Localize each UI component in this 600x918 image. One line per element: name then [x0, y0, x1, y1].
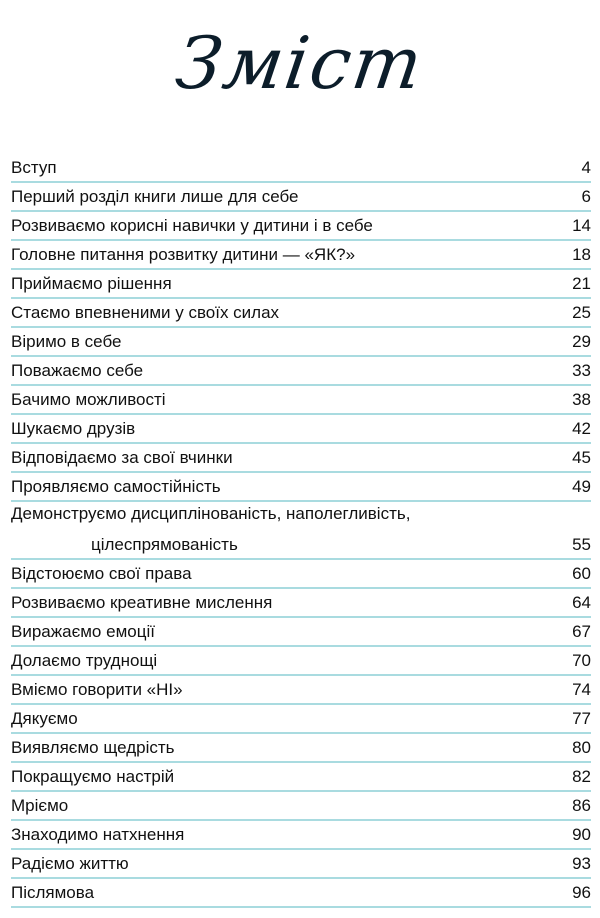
toc-entry-page: 29: [568, 332, 591, 352]
toc-entry[interactable]: [11, 647, 591, 676]
toc-entry-page: 18: [568, 245, 591, 265]
toc-entry-title: Вступ: [11, 158, 61, 178]
toc-entry-page: 4: [578, 158, 591, 178]
toc-entry-page: 55: [568, 535, 591, 555]
toc-entry[interactable]: [11, 676, 591, 705]
toc-entry-page: 86: [568, 796, 591, 816]
toc-entry[interactable]: [11, 502, 591, 560]
toc-entry-page: 96: [568, 883, 591, 903]
toc-entry-page: 60: [568, 564, 591, 584]
toc-entry[interactable]: [11, 618, 591, 647]
toc-entry[interactable]: [11, 183, 591, 212]
toc-entry-page: 33: [568, 361, 591, 381]
toc-entry-page: 6: [578, 187, 591, 207]
toc-entry-page: 90: [568, 825, 591, 845]
toc-entry-title: Стаємо впевненими у своїх силах: [11, 303, 283, 323]
toc-entry-page: 42: [568, 419, 591, 439]
toc-entry[interactable]: [11, 357, 591, 386]
toc-entry-title-continuation: цілеспрямованість: [91, 535, 242, 555]
toc-entry[interactable]: [11, 444, 591, 473]
toc-entry-title: Вміємо говорити «НІ»: [11, 680, 187, 700]
toc-entry[interactable]: [11, 299, 591, 328]
toc-entry-title: Відстоюємо свої права: [11, 564, 196, 584]
toc-entry-title: Післямова: [11, 883, 98, 903]
toc-entry-title: Мріємо: [11, 796, 72, 816]
toc-entry[interactable]: [11, 241, 591, 270]
toc-entry-page: 67: [568, 622, 591, 642]
toc-entry[interactable]: [11, 734, 591, 763]
toc-entry[interactable]: [11, 415, 591, 444]
toc-entry[interactable]: [11, 328, 591, 357]
toc-entry[interactable]: [11, 154, 591, 183]
toc-entry-title: Шукаємо друзів: [11, 419, 139, 439]
toc-entry-title: Долаємо труднощі: [11, 651, 161, 671]
toc-entry-title: Поважаємо себе: [11, 361, 147, 381]
toc-entry-title: Бачимо можливості: [11, 390, 170, 410]
toc-entry-title: Розвиваємо креативне мислення: [11, 593, 276, 613]
toc-entry-title: Головне питання розвитку дитини — «ЯК?»: [11, 245, 359, 265]
toc-entry-title: Покращуємо настрій: [11, 767, 178, 787]
toc-entry-title: Виявляємо щедрість: [11, 738, 179, 758]
toc-entry-title: Проявляємо самостійність: [11, 477, 225, 497]
toc-entry-page: 25: [568, 303, 591, 323]
toc-entry-page: 74: [568, 680, 591, 700]
toc-entry[interactable]: [11, 270, 591, 299]
table-of-contents: [11, 154, 591, 908]
toc-entry-page: 38: [568, 390, 591, 410]
toc-entry[interactable]: [11, 792, 591, 821]
toc-entry[interactable]: [11, 879, 591, 908]
toc-entry-title: Радіємо життю: [11, 854, 133, 874]
page-header: [0, 0, 600, 120]
toc-entry-page: 14: [568, 216, 591, 236]
toc-entry[interactable]: [11, 212, 591, 241]
toc-entry[interactable]: [11, 589, 591, 618]
toc-entry-title: Віримо в себе: [11, 332, 125, 352]
page-title: Зміст: [171, 21, 429, 105]
toc-entry[interactable]: [11, 763, 591, 792]
toc-entry-page: 21: [568, 274, 591, 294]
toc-entry-page: 77: [568, 709, 591, 729]
toc-entry[interactable]: [11, 473, 591, 502]
toc-entry-title: Перший розділ книги лише для себе: [11, 187, 302, 207]
toc-entry[interactable]: [11, 821, 591, 850]
toc-entry[interactable]: [11, 705, 591, 734]
toc-entry-title: Приймаємо рішення: [11, 274, 176, 294]
toc-entry-page: 82: [568, 767, 591, 787]
toc-entry-page: 45: [568, 448, 591, 468]
toc-entry[interactable]: [11, 850, 591, 879]
toc-entry-title: Демонструємо дисциплінованість, наполегливість,: [11, 504, 414, 524]
toc-entry-title: Відповідаємо за свої вчинки: [11, 448, 237, 468]
toc-entry-page: 70: [568, 651, 591, 671]
toc-entry-title: Виражаємо емоції: [11, 622, 159, 642]
toc-entry-page: 49: [568, 477, 591, 497]
toc-entry-page: 93: [568, 854, 591, 874]
toc-entry-page: 80: [568, 738, 591, 758]
toc-entry[interactable]: [11, 560, 591, 589]
toc-entry-page: 64: [568, 593, 591, 613]
toc-entry-title: Знаходимо натхнення: [11, 825, 188, 845]
toc-entry-title: Дякуємо: [11, 709, 82, 729]
toc-entry[interactable]: [11, 386, 591, 415]
toc-entry-title: Розвиваємо корисні навички у дитини і в себе: [11, 216, 377, 236]
